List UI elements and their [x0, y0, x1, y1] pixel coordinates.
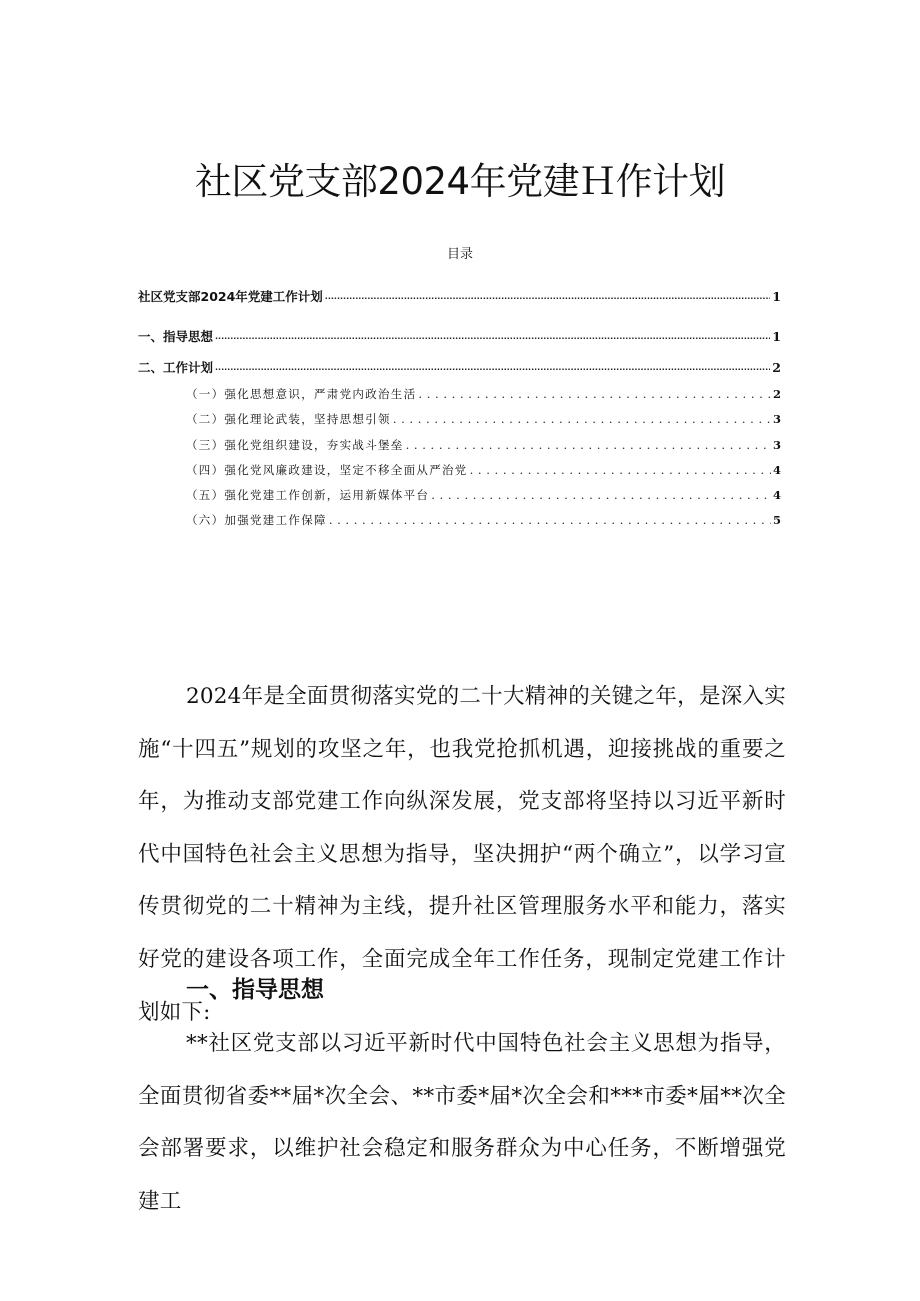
toc-entry[interactable]: [186, 462, 781, 479]
toc-leader-dots: [329, 512, 771, 529]
toc-entry[interactable]: [186, 411, 781, 428]
toc-entry-page: 4: [772, 488, 781, 502]
toc-entry[interactable]: [186, 487, 781, 504]
section-heading-guiding-ideology: 一、指导思想: [186, 977, 324, 1003]
toc-entry-page: 5: [772, 513, 781, 527]
toc-entry-page: 1: [772, 289, 781, 304]
toc-entry[interactable]: [138, 359, 781, 377]
toc-heading: 目录: [446, 247, 473, 262]
toc-entry-page: 1: [772, 329, 781, 344]
toc-leader-dots: [215, 328, 770, 346]
toc-entry-label: 二、工作计划: [138, 360, 214, 375]
toc-leader-dots: [325, 288, 771, 306]
toc-entry-page: 2: [772, 387, 781, 401]
toc-leader-dots: [393, 411, 771, 428]
toc-entry-page: 4: [772, 463, 781, 477]
toc-entry-label: 社区党支部2024年党建工作计划: [138, 289, 323, 304]
toc-entry-label: （一）强化思想意识，严肃党内政治生活: [186, 387, 417, 401]
toc-entry-label: 一、指导思想: [138, 329, 214, 344]
toc-leader-dots: [215, 359, 770, 377]
toc-entry[interactable]: [186, 512, 781, 529]
toc-leader-dots: [470, 462, 771, 479]
toc-entry-page: 3: [772, 438, 781, 452]
toc-entry-label: （四）强化党风廉政建设，坚定不移全面从严治党: [186, 463, 468, 477]
guiding-ideology-paragraph: **社区党支部以习近平新时代中国特色社会主义思想为指导，全面贯彻省委**届*次全会、**市委*届*次全会和***市委*届**次全会部署要求，以维护社会稳定和服务群众为中心任务，不断增强党建工: [138, 1031, 786, 1214]
toc-entry-label: （六）加强党建工作保障: [186, 513, 327, 527]
toc-entry[interactable]: [138, 328, 781, 346]
toc-leader-dots: [431, 487, 771, 504]
toc-entry[interactable]: [186, 386, 781, 403]
intro-paragraph: 2024年是全面贯彻落实党的二十大精神的关键之年，是深入实施“十四五”规划的攻坚之年，也我党抢抓机遇，迎接挑战的重要之年，为推动支部党建工作向纵深发展，党支部将坚持以习近平新时代中国特色社会主义思想为指导，坚决拥护“两个确立”，以学习宣传贯彻党的二十精神为主线，提升社区管理服务水平和能力，落实好党的建设各项工作，全面完成全年工作任务，现制定党建工作计划如下:: [138, 684, 786, 1025]
toc-entry-label: （三）强化党组织建设，夯实战斗堡垒: [186, 438, 404, 452]
toc-leader-dots: [406, 437, 771, 454]
document-title: 社区党支部2024年党建Ｈ作计划: [194, 160, 726, 203]
toc-entry-page: 3: [772, 412, 781, 426]
toc-entry-page: 2: [772, 360, 781, 375]
toc-entry-label: （五）强化党建工作创新，运用新媒体平台: [186, 488, 430, 502]
toc-leader-dots: [418, 386, 771, 403]
toc-entry[interactable]: [138, 288, 781, 306]
toc-entry[interactable]: [186, 437, 781, 454]
toc-entry-label: （二）强化理论武装，坚持思想引领: [186, 412, 391, 426]
